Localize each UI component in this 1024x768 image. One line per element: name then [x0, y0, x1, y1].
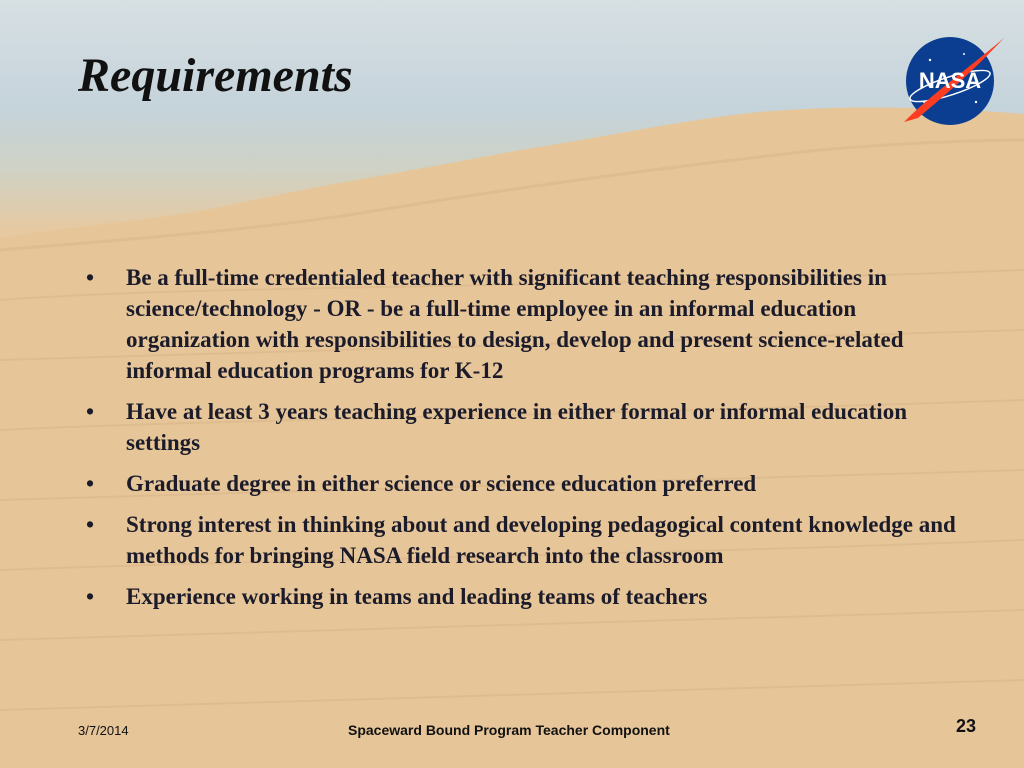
list-item: [86, 262, 976, 386]
bullet-text: Experience working in teams and leading teams of teachers: [126, 584, 708, 609]
slide-title: Requirements: [78, 49, 353, 102]
list-item: [86, 396, 976, 458]
bullet-marker: •: [86, 265, 95, 290]
requirements-list: [86, 262, 976, 622]
bullet-text: Have at least 3 years teaching experience in either formal or informal education settings: [126, 399, 907, 455]
bullet-marker: •: [86, 584, 95, 609]
bullet-marker: •: [86, 512, 95, 537]
bullet-text: Graduate degree in either science or science education preferred: [126, 471, 757, 496]
bullet-marker: •: [86, 471, 95, 496]
list-item: [86, 468, 976, 499]
bullet-marker: •: [86, 399, 95, 424]
bullet-text: Be a full-time credentialed teacher with significant teaching responsibilities in science/technology - OR - be a full-time employee in an informal education organization with responsibilities to design, develop and present science-related informal education programs for K-12: [126, 265, 904, 383]
footer-date: 3/7/2014: [78, 723, 129, 738]
bullet-text: Strong interest in thinking about and developing pedagogical content knowledge and methods for bringing NASA field research into the classroom: [126, 512, 956, 568]
list-item: [86, 509, 976, 571]
footer-title: Spaceward Bound Program Teacher Component: [348, 722, 670, 738]
slide-number: 23: [956, 716, 977, 736]
nasa-logo: [894, 32, 1006, 130]
list-item: [86, 581, 976, 612]
svg-text:NASA: NASA: [918, 68, 982, 93]
